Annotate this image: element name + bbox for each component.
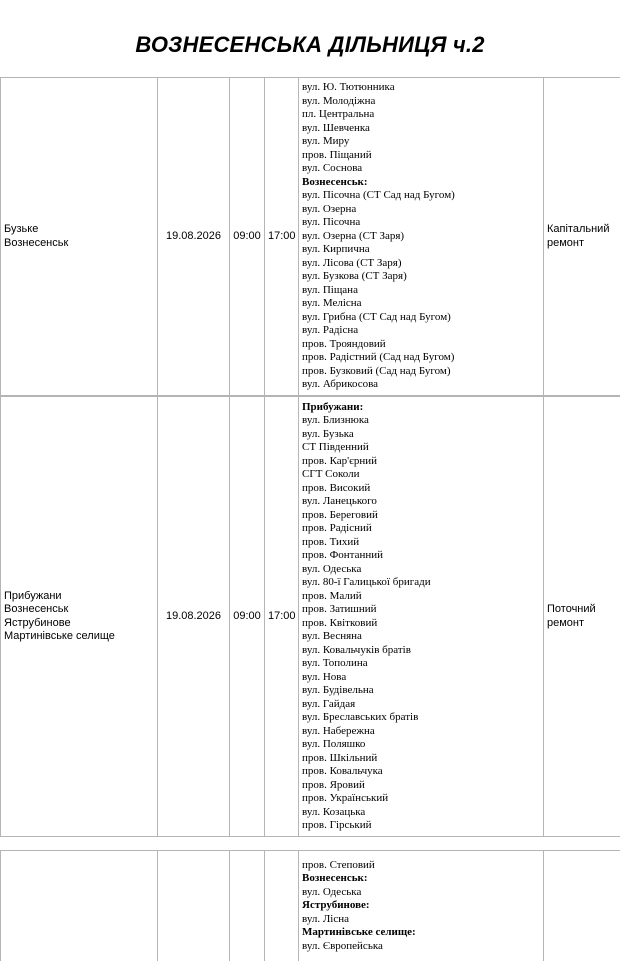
settlement-name: Вознесенськ — [4, 603, 154, 617]
street-item: пров. Український — [302, 792, 540, 806]
start-time-cell: 09:00 — [230, 78, 265, 396]
street-item: пров. Піщаний — [302, 149, 540, 163]
street-item: пров. Високий — [302, 482, 540, 496]
street-item: вул. Будівельна — [302, 684, 540, 698]
street-item: вул. Одеська — [302, 886, 540, 900]
street-item: вул. Озерна (СТ Заря) — [302, 230, 540, 244]
street-item: вул. Молодіжна — [302, 95, 540, 109]
settlement-name: Яструбинове — [4, 617, 154, 631]
street-item: вул. Бузька — [302, 428, 540, 442]
reason-text: ремонт — [547, 617, 618, 631]
end-time-cell: 17:00 — [265, 397, 299, 837]
reason-text: Капітальний — [547, 223, 618, 237]
street-item: пров. Радістний (Сад над Бугом) — [302, 351, 540, 365]
date-cell — [158, 851, 230, 961]
street-item: вул. Ю. Тютюнника — [302, 81, 540, 95]
street-item: СТ Південний — [302, 441, 540, 455]
settlement-name: Мартинівське селище — [4, 630, 154, 644]
street-item: пров. Бузковий (Сад над Бугом) — [302, 365, 540, 379]
street-item: вул. Близнюка — [302, 414, 540, 428]
street-item: вул. Радісна — [302, 324, 540, 338]
street-item: вул. Шевченка — [302, 122, 540, 136]
street-item: пров. Трояндовий — [302, 338, 540, 352]
street-item: пров. Кар'єрний — [302, 455, 540, 469]
settlements-cell — [1, 397, 158, 837]
street-item: вул. Бузкова (СТ Заря) — [302, 270, 540, 284]
street-item: пров. Степовий — [302, 859, 540, 873]
street-item: вул. Абрикосова — [302, 378, 540, 392]
reason-cell — [544, 851, 620, 961]
locality-heading: Вознесенськ: — [302, 872, 540, 886]
settlement-name: Бузьке — [4, 223, 154, 237]
street-item: вул. Ланецького — [302, 495, 540, 509]
table-row — [1, 397, 620, 837]
street-item: вул. 80-ї Галицької бригади — [302, 576, 540, 590]
street-item: вул. Лісова (СТ Заря) — [302, 257, 540, 271]
settlements-cell — [1, 851, 158, 961]
start-time-cell: 09:00 — [230, 397, 265, 837]
street-item: пров. Радісний — [302, 522, 540, 536]
table-row — [1, 78, 620, 396]
street-item: пров. Малий — [302, 590, 540, 604]
locality-heading: Прибужани: — [302, 401, 540, 415]
street-item: вул. Нова — [302, 671, 540, 685]
street-item: вул. Набережна — [302, 725, 540, 739]
settlements-cell — [1, 78, 158, 396]
streets-cell — [299, 851, 544, 961]
street-item: пл. Центральна — [302, 108, 540, 122]
date-cell: 19.08.2026 — [158, 397, 230, 837]
reason-cell — [544, 78, 620, 396]
schedule-table-part-3 — [0, 850, 620, 961]
street-item: вул. Пісочна (СТ Сад над Бугом) — [302, 189, 540, 203]
table-row — [1, 851, 620, 961]
end-time-cell: 17:00 — [265, 78, 299, 396]
street-item: вул. Поляшко — [302, 738, 540, 752]
end-time-cell — [265, 851, 299, 961]
street-item: вул. Пісочна — [302, 216, 540, 230]
street-item: пров. Яровий — [302, 779, 540, 793]
settlement-name: Вознесенськ — [4, 237, 154, 251]
reason-text: ремонт — [547, 237, 618, 251]
page-title: ВОЗНЕСЕНСЬКА ДІЛЬНИЦЯ ч.2 — [0, 32, 620, 58]
locality-heading: Вознесенськ: — [302, 176, 540, 190]
street-item: вул. Гайдая — [302, 698, 540, 712]
street-item: пров. Гірський — [302, 819, 540, 833]
street-item: вул. Озерна — [302, 203, 540, 217]
street-item: пров. Квітковий — [302, 617, 540, 631]
schedule-table-part-1 — [0, 77, 620, 396]
street-item: вул. Піщана — [302, 284, 540, 298]
street-item: вул. Миру — [302, 135, 540, 149]
streets-cell — [299, 397, 544, 837]
street-item: вул. Одеська — [302, 563, 540, 577]
schedule-table-part-2 — [0, 396, 620, 837]
streets-cell — [299, 78, 544, 396]
street-item: вул. Ковальчуків братів — [302, 644, 540, 658]
street-item: вул. Лісна — [302, 913, 540, 927]
street-item: СГТ Соколи — [302, 468, 540, 482]
street-item: вул. Соснова — [302, 162, 540, 176]
street-item: пров. Фонтанний — [302, 549, 540, 563]
street-item: вул. Мелісна — [302, 297, 540, 311]
locality-heading: Яструбинове: — [302, 899, 540, 913]
street-item: пров. Затишний — [302, 603, 540, 617]
street-item: пров. Шкільний — [302, 752, 540, 766]
settlement-name: Прибужани — [4, 590, 154, 604]
reason-text: Поточний — [547, 603, 618, 617]
street-item: пров. Береговий — [302, 509, 540, 523]
street-item: вул. Весняна — [302, 630, 540, 644]
street-item: вул. Тополина — [302, 657, 540, 671]
street-item: вул. Європейська — [302, 940, 540, 954]
street-item: вул. Грибна (СТ Сад над Бугом) — [302, 311, 540, 325]
street-item: пров. Ковальчука — [302, 765, 540, 779]
street-item: пров. Тихий — [302, 536, 540, 550]
reason-cell — [544, 397, 620, 837]
street-item: вул. Козацька — [302, 806, 540, 820]
street-item: вул. Бреславських братів — [302, 711, 540, 725]
start-time-cell — [230, 851, 265, 961]
locality-heading: Мартинівське селище: — [302, 926, 540, 940]
street-item: вул. Кирпична — [302, 243, 540, 257]
date-cell: 19.08.2026 — [158, 78, 230, 396]
